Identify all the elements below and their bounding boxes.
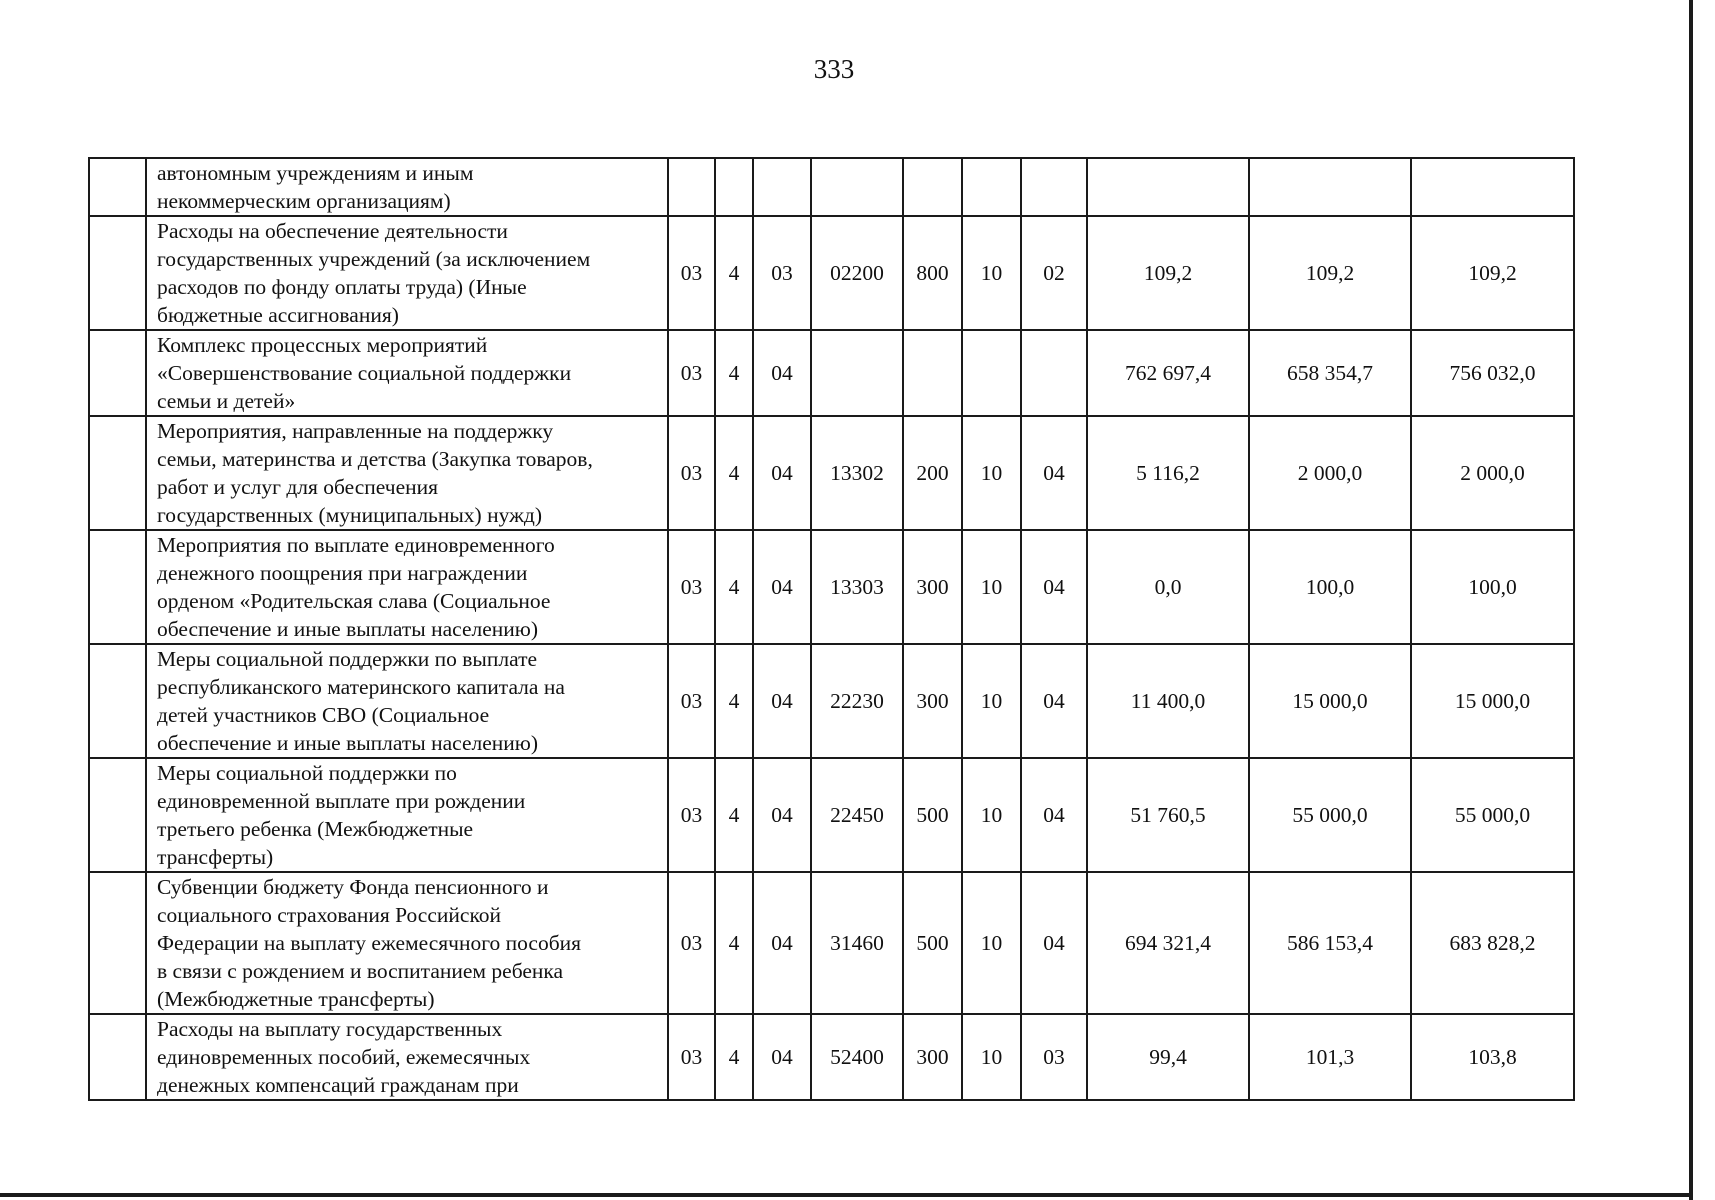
expense-name-cell: Расходы на выплату государственных единовременных пособий, ежемесячных денежных компенсаций гражданам при [146,1014,668,1100]
code-cell: 4 [715,1014,753,1100]
code-cell [903,330,962,416]
code-cell: 03 [668,330,715,416]
code-cell: 13303 [811,530,903,644]
code-cell: 4 [715,330,753,416]
code-cell [811,330,903,416]
code-cell: 300 [903,644,962,758]
page-edge-right [1689,0,1693,1200]
code-cell [962,158,1021,216]
amount-cell: 100,0 [1411,530,1574,644]
code-cell: 03 [668,872,715,1014]
budget-table [88,157,1575,1101]
code-cell: 500 [903,872,962,1014]
amount-cell: 109,2 [1249,216,1411,330]
amount-cell: 5 116,2 [1087,416,1249,530]
amount-cell: 51 760,5 [1087,758,1249,872]
expense-name-cell: автономным учреждениям и иным некоммерческим организациям) [146,158,668,216]
code-cell: 13302 [811,416,903,530]
amount-cell: 11 400,0 [1087,644,1249,758]
amount-cell: 101,3 [1249,1014,1411,1100]
amount-cell: 586 153,4 [1249,872,1411,1014]
amount-cell [1411,158,1574,216]
code-cell: 03 [668,644,715,758]
code-cell: 04 [1021,872,1087,1014]
code-cell: 22450 [811,758,903,872]
table-row [89,530,1574,644]
table-row [89,758,1574,872]
code-cell: 4 [715,416,753,530]
amount-cell: 694 321,4 [1087,872,1249,1014]
table-row [89,158,1574,216]
amount-cell: 15 000,0 [1249,644,1411,758]
amount-cell: 2 000,0 [1411,416,1574,530]
expense-name-cell: Расходы на обеспечение деятельности государственных учреждений (за исключением расходов по фонду оплаты труда) (Иные бюджетные ассигнования) [146,216,668,330]
row-number-cell [89,416,146,530]
code-cell: 03 [1021,1014,1087,1100]
table-row [89,216,1574,330]
code-cell: 03 [668,530,715,644]
code-cell: 04 [753,530,811,644]
code-cell: 02 [1021,216,1087,330]
amount-cell: 55 000,0 [1411,758,1574,872]
code-cell: 300 [903,1014,962,1100]
code-cell [753,158,811,216]
code-cell: 500 [903,758,962,872]
amount-cell [1249,158,1411,216]
amount-cell: 756 032,0 [1411,330,1574,416]
row-number-cell [89,158,146,216]
code-cell: 04 [1021,530,1087,644]
amount-cell: 99,4 [1087,1014,1249,1100]
code-cell: 10 [962,216,1021,330]
expense-name-cell: Комплекс процессных мероприятий «Совершенствование социальной поддержки семьи и детей» [146,330,668,416]
code-cell: 4 [715,872,753,1014]
row-number-cell [89,1014,146,1100]
row-number-cell [89,644,146,758]
code-cell [1021,158,1087,216]
code-cell: 03 [668,216,715,330]
amount-cell: 762 697,4 [1087,330,1249,416]
amount-cell: 55 000,0 [1249,758,1411,872]
code-cell: 10 [962,872,1021,1014]
code-cell: 04 [753,330,811,416]
code-cell: 10 [962,758,1021,872]
code-cell: 03 [753,216,811,330]
code-cell: 03 [668,758,715,872]
code-cell [668,158,715,216]
code-cell [962,330,1021,416]
expense-name-cell: Меры социальной поддержки по выплате республиканского материнского капитала на детей участников СВО (Социальное обеспечение и иные выплаты населению) [146,644,668,758]
row-number-cell [89,530,146,644]
table-row [89,1014,1574,1100]
table-row [89,872,1574,1014]
code-cell [811,158,903,216]
code-cell: 10 [962,1014,1021,1100]
code-cell [715,158,753,216]
code-cell: 300 [903,530,962,644]
expense-name-cell: Субвенции бюджету Фонда пенсионного и социального страхования Российской Федерации на выплату ежемесячного пособия в связи с рождением и воспитанием ребенка (Межбюджетные трансферты) [146,872,668,1014]
code-cell [1021,330,1087,416]
code-cell: 04 [1021,644,1087,758]
amount-cell: 658 354,7 [1249,330,1411,416]
code-cell: 04 [1021,416,1087,530]
code-cell: 04 [753,416,811,530]
code-cell: 02200 [811,216,903,330]
code-cell: 22230 [811,644,903,758]
expense-name-cell: Меры социальной поддержки по единовременной выплате при рождении третьего ребенка (Межбюджетные трансферты) [146,758,668,872]
code-cell: 4 [715,530,753,644]
amount-cell: 683 828,2 [1411,872,1574,1014]
code-cell: 10 [962,530,1021,644]
amount-cell: 100,0 [1249,530,1411,644]
code-cell: 03 [668,416,715,530]
code-cell: 04 [1021,758,1087,872]
code-cell: 03 [668,1014,715,1100]
row-number-cell [89,330,146,416]
expense-name-cell: Мероприятия, направленные на поддержку семьи, материнства и детства (Закупка товаров, работ и услуг для обеспечения государственных (муниципальных) нужд) [146,416,668,530]
code-cell: 52400 [811,1014,903,1100]
code-cell: 4 [715,758,753,872]
code-cell: 800 [903,216,962,330]
table-row [89,416,1574,530]
code-cell: 10 [962,644,1021,758]
amount-cell: 109,2 [1411,216,1574,330]
code-cell: 200 [903,416,962,530]
amount-cell: 15 000,0 [1411,644,1574,758]
table-row [89,644,1574,758]
amount-cell [1087,158,1249,216]
code-cell: 10 [962,416,1021,530]
code-cell: 04 [753,1014,811,1100]
code-cell: 4 [715,216,753,330]
row-number-cell [89,216,146,330]
code-cell: 31460 [811,872,903,1014]
amount-cell: 109,2 [1087,216,1249,330]
amount-cell: 103,8 [1411,1014,1574,1100]
expense-name-cell: Мероприятия по выплате единовременного денежного поощрения при награждении орденом «Родительская слава (Социальное обеспечение и иные выплаты населению) [146,530,668,644]
page-number: 333 [813,54,855,84]
row-number-cell [89,758,146,872]
amount-cell: 2 000,0 [1249,416,1411,530]
amount-cell: 0,0 [1087,530,1249,644]
code-cell: 04 [753,758,811,872]
code-cell: 04 [753,644,811,758]
code-cell: 4 [715,644,753,758]
code-cell [903,158,962,216]
code-cell: 04 [753,872,811,1014]
table-row [89,330,1574,416]
row-number-cell [89,872,146,1014]
page-edge-bottom [0,1193,1693,1197]
